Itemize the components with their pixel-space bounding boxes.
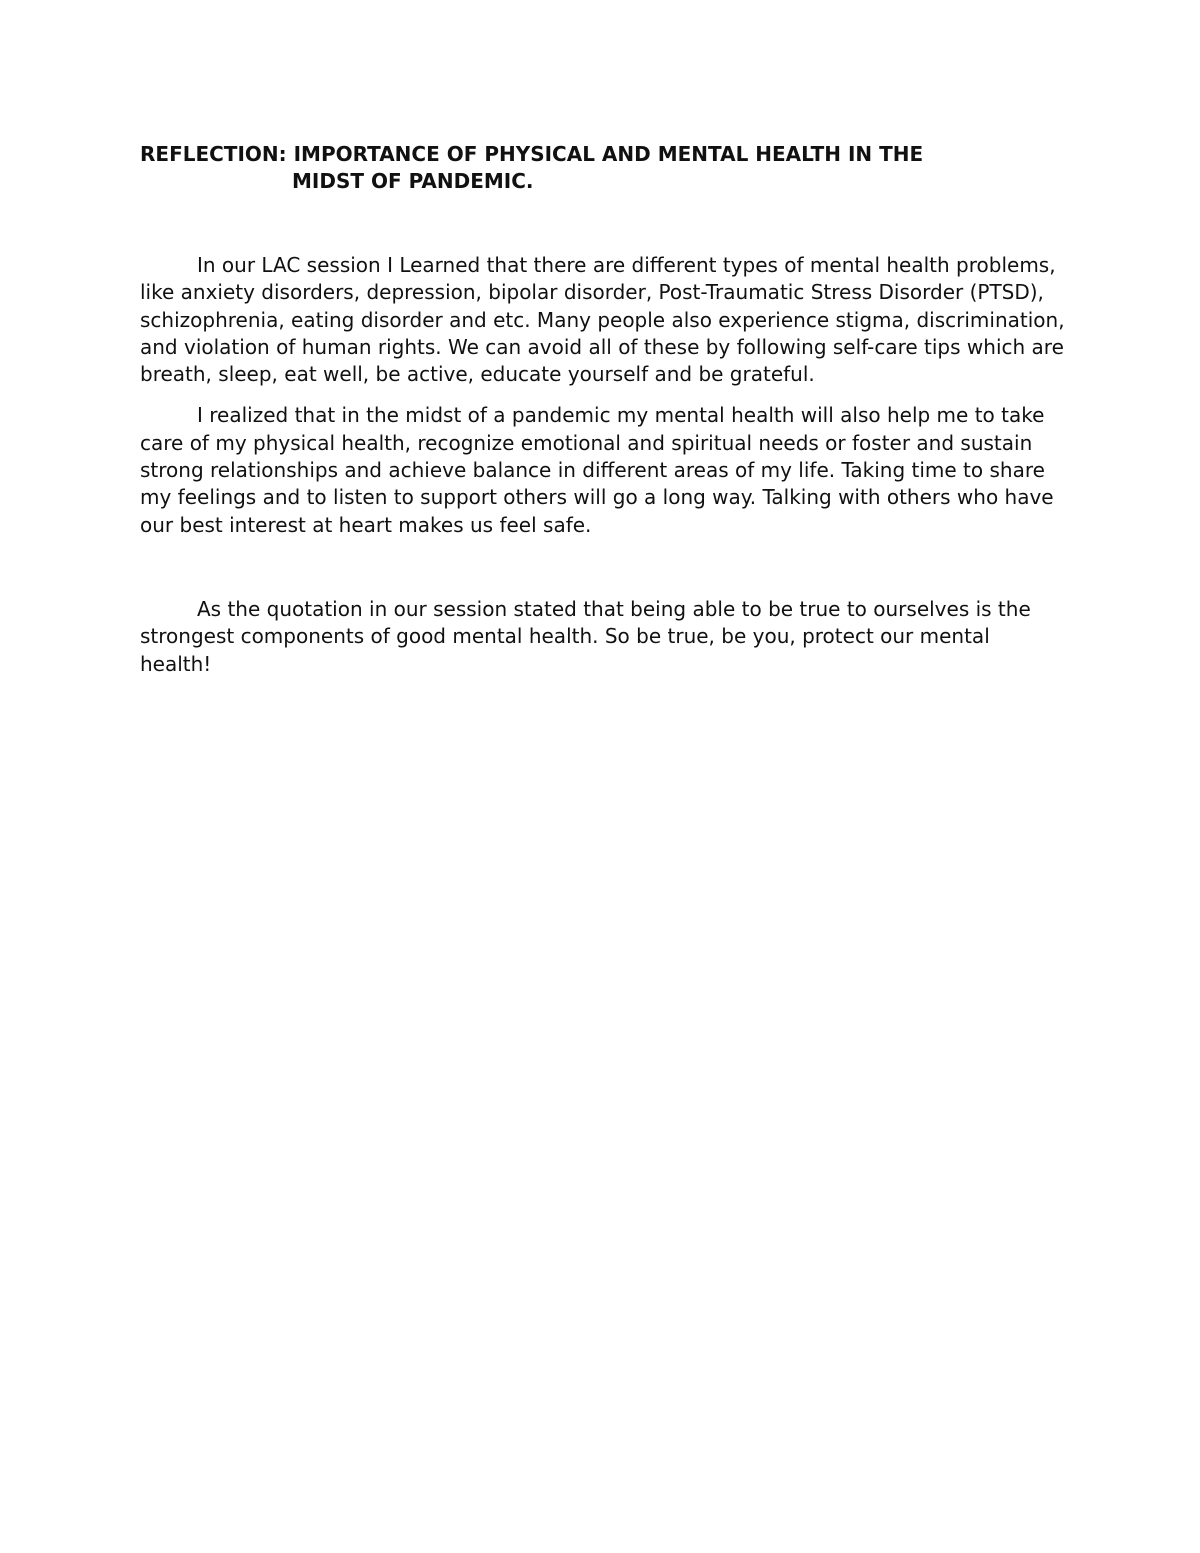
document-body	[140, 141, 1065, 678]
document-title-line-2: MIDST OF PANDEMIC.	[292, 169, 534, 193]
paragraph-1: In our LAC session I Learned that there are different types of mental health problems, like anxiety disorders, depression, bipolar disorder, Post-Traumatic Stress Disorder (PTSD), schizophrenia, eating disorder and etc. Many people also experience stigma, discrimination, and violation of human rights. We can avoid all of these by following self-care tips which are breath, sleep, eat well, be active, educate yourself and be grateful.	[140, 253, 1065, 387]
paragraph-3: As the quotation in our session stated that being able to be true to ourselves is the strongest components of good mental health. So be true, be you, protect our mental health!	[140, 596, 1031, 676]
paragraph-2: I realized that in the midst of a pandemic my mental health will also help me to take care of my physical health, recognize emotional and spiritual needs or foster and sustain strong relationships and achieve balance in different areas of my life. Taking time to share my feelings and to listen to support others will go a long way. Talking with others who have our best interest at heart makes us feel safe.	[140, 403, 1054, 537]
document-title-line-1: REFLECTION: IMPORTANCE OF PHYSICAL AND MENTAL HEALTH IN THE	[140, 142, 924, 166]
